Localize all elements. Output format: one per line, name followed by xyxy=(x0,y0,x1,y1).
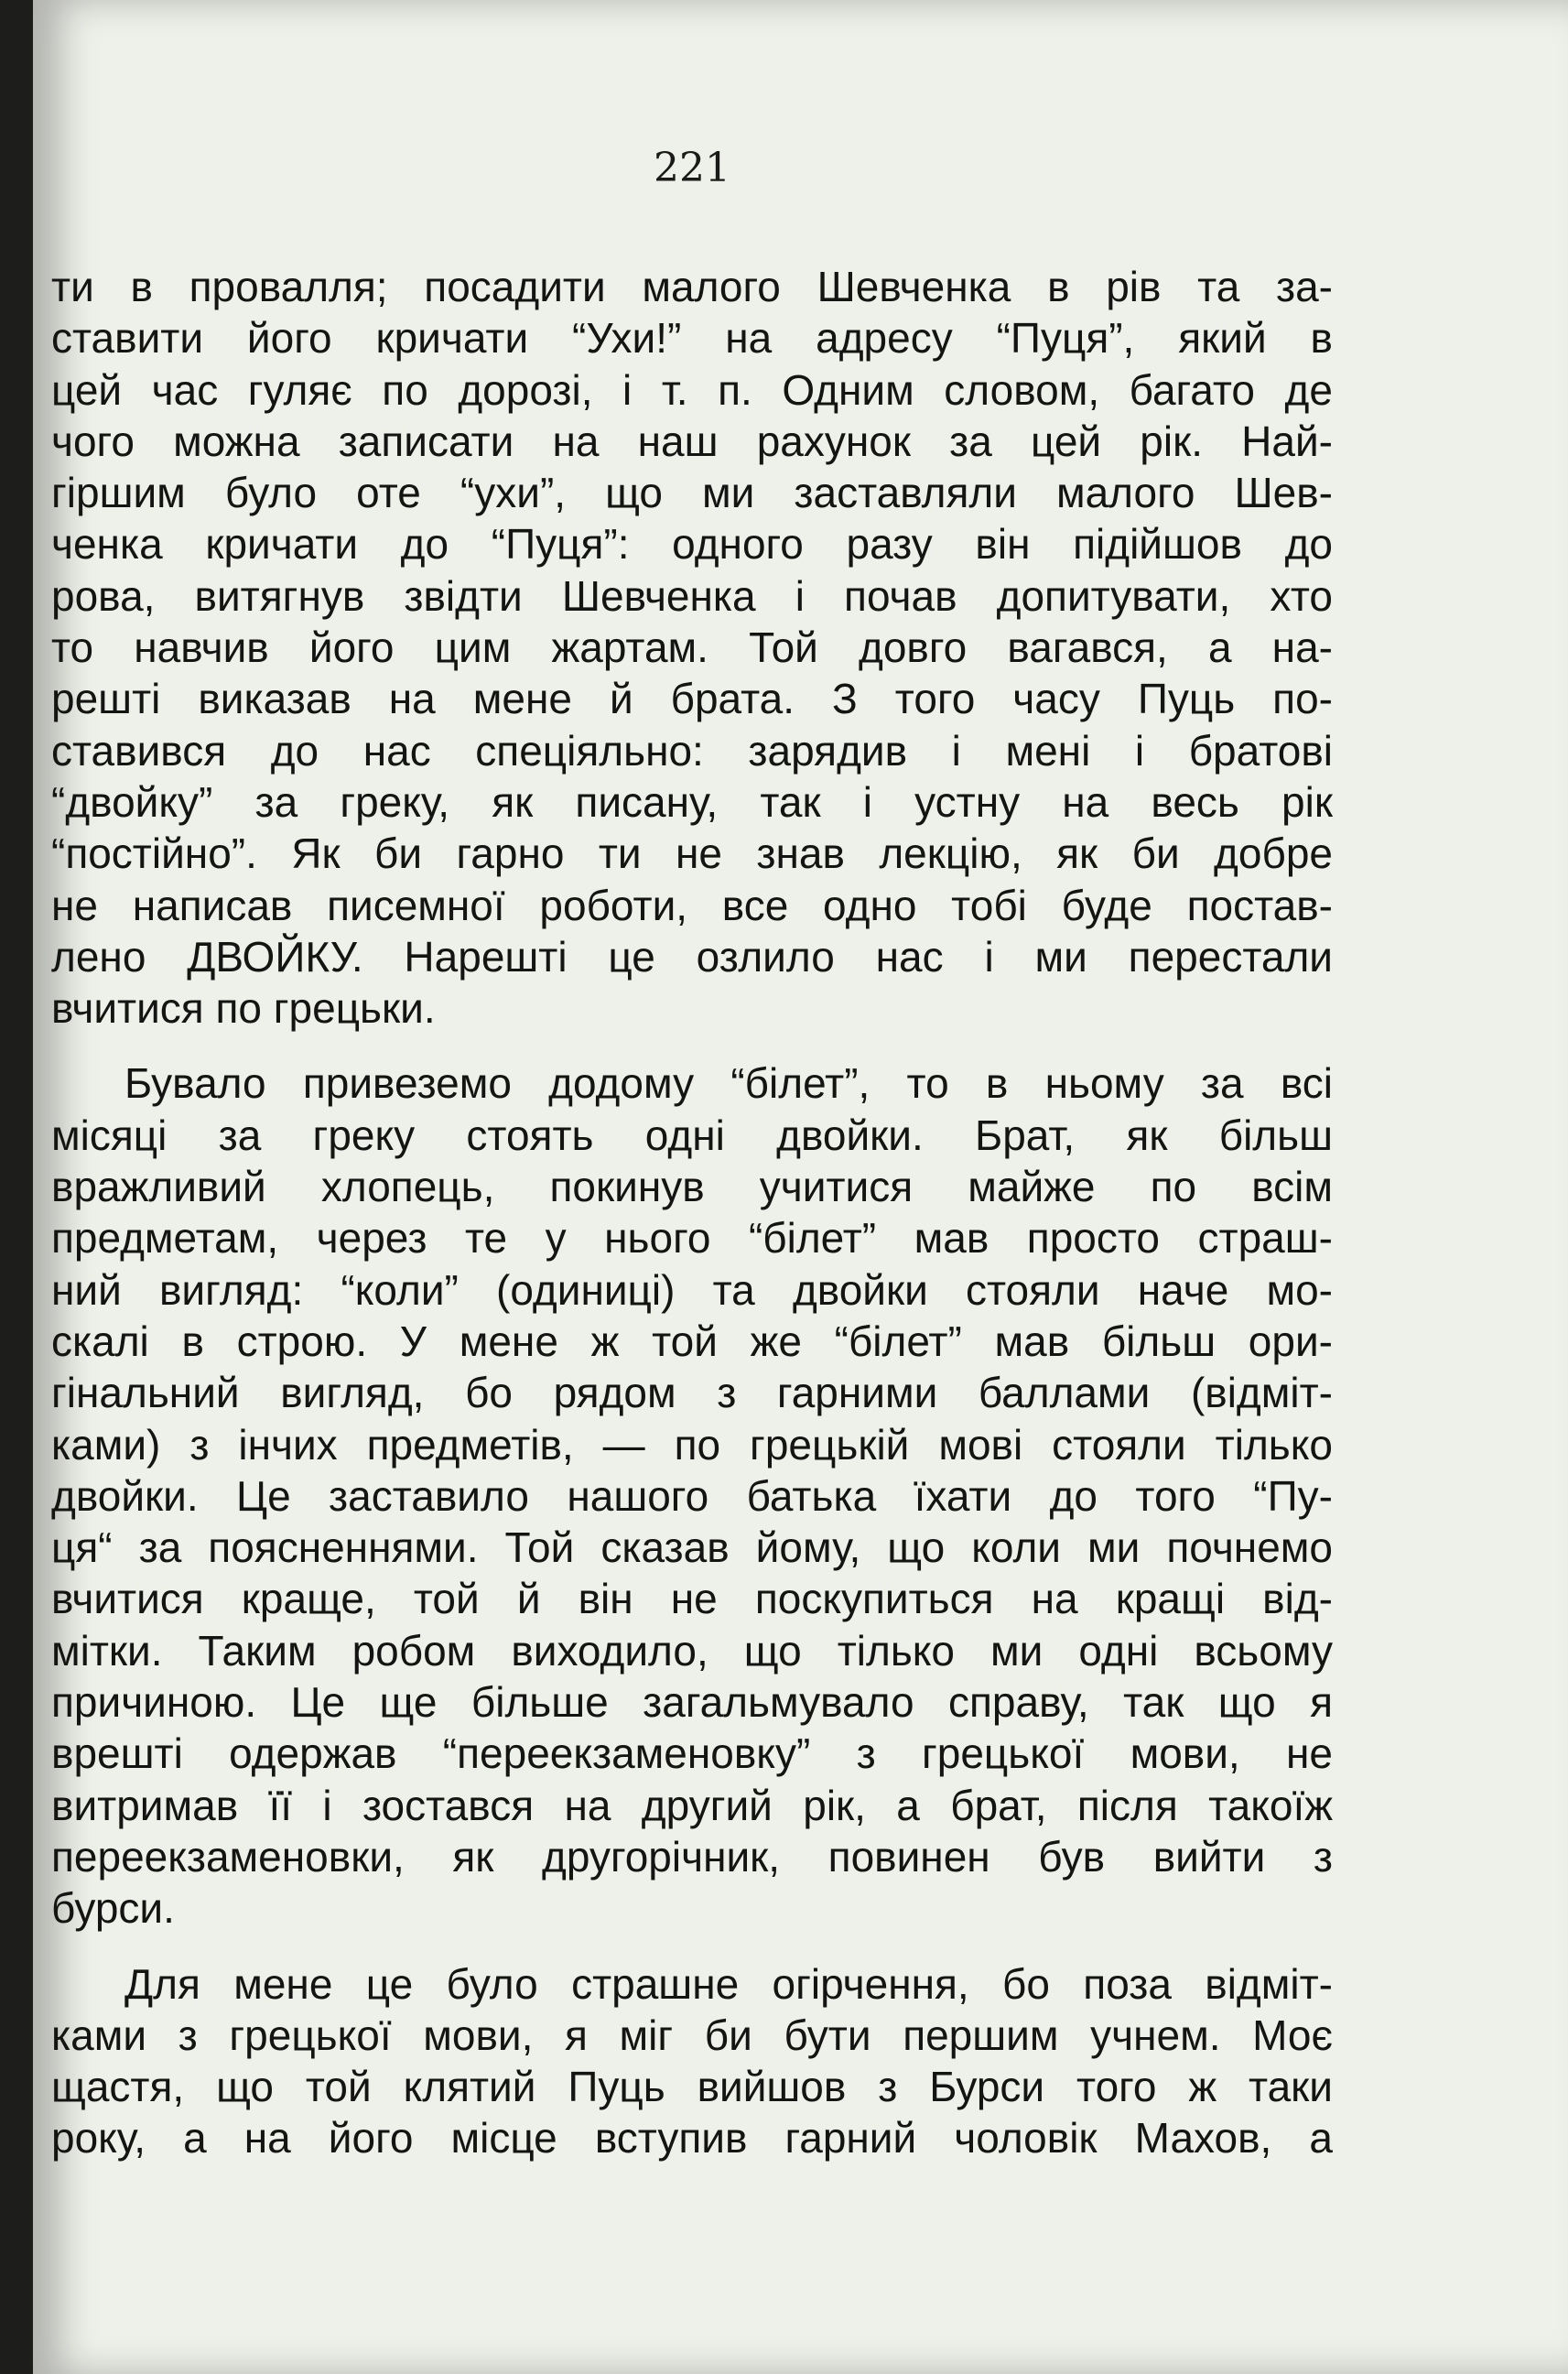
paragraph-gap xyxy=(51,1034,1333,1057)
text-line: то навчив його цим жартам. Той довго вагався, а на- xyxy=(51,623,1333,672)
paragraph-2 xyxy=(51,1057,1333,1934)
text-line: бурси. xyxy=(51,1884,175,1933)
text-line: чого можна записати на наш рахунок за цей рік. Най- xyxy=(51,417,1333,465)
text-line: причиною. Це ще більше загальмувало справу, так що я xyxy=(51,1678,1333,1727)
text-line: ний вигляд: “коли” (одиниці) та двойки стояли наче мо- xyxy=(51,1265,1333,1314)
text-line: Для мене це було страшне огірчення, бо поза відміт- xyxy=(124,1959,1333,2008)
text-line: гіршим було оте “ухи”, що ми заставляли малого Шев- xyxy=(51,469,1333,517)
text-line: скалі в строю. У мене ж той же “білет” мав більш ори- xyxy=(51,1317,1333,1365)
text-line: переекзаменовки, як другорічник, повинен був вийти з xyxy=(51,1832,1333,1881)
text-line: ти в провалля; посадити малого Шевченка в рів та за- xyxy=(51,263,1333,310)
text-line: не написав писемної роботи, все одно тобі буде постав- xyxy=(51,881,1333,929)
text-line: мітки. Таким робом виходило, що тілько ми одні всьому xyxy=(51,1626,1333,1675)
text-line: року, а на його місце вступив гарний чоловік Махов, а xyxy=(51,2114,1333,2163)
text-line: витримав її і зостався на другий рік, а брат, після такоїж xyxy=(51,1781,1333,1829)
text-line: вчитися по грецьки. xyxy=(51,984,436,1033)
text-line: ками з грецької мови, я міг би бути першим учнем. Моє xyxy=(51,2011,1333,2059)
body-text xyxy=(51,261,1333,2164)
text-line: гінальний вигляд, бо рядом з гарними баллами (відміт- xyxy=(51,1369,1333,1417)
book-page xyxy=(33,0,1568,2374)
text-line: Бувало привеземо додому “білет”, то в ньому за всі xyxy=(124,1059,1333,1108)
page-number: 221 xyxy=(654,145,730,191)
text-line: щастя, що той клятий Пуць вийшов з Бурси того ж таки xyxy=(51,2063,1333,2111)
text-line: решті виказав на мене й брата. З того часу Пуць по- xyxy=(51,675,1333,723)
text-line: вчитися краще, той й він не поскупиться на кращі від- xyxy=(51,1575,1333,1623)
text-line: ставити його кричати “Ухи!” на адресу “Пуця”, який в xyxy=(51,314,1333,363)
text-line: цей час гуляє по дорозі, і т. п. Одним словом, багато де xyxy=(51,365,1333,414)
text-line: рова, витягнув звідти Шевченка і почав допитувати, хто xyxy=(51,571,1333,620)
text-line: ставився до нас спеціяльно: зарядив і мені і братові xyxy=(51,726,1333,775)
text-line: “постійно”. Як би гарно ти не знав лекцію, як би добре xyxy=(51,829,1333,878)
paragraph-1 xyxy=(51,261,1333,1034)
text-line: предметам, через те у нього “білет” мав просто страш- xyxy=(51,1214,1333,1263)
paragraph-gap xyxy=(51,1935,1333,1958)
text-line: ченка кричати до “Пуця”: одного разу він підійшов до xyxy=(51,520,1333,569)
text-line: “двойку” за греку, як писану, так і устну на весь рік xyxy=(51,777,1333,826)
paragraph-3 xyxy=(51,1958,1333,2164)
text-line: лено ДВОЙКУ. Нарешті це озлило нас і ми перестали xyxy=(51,932,1333,981)
text-line: ками) з інчих предметів, — по грецькій мові стояли тілько xyxy=(51,1420,1333,1469)
text-line: врешті одержав “переекзаменовку” з грецької мови, не xyxy=(51,1729,1333,1778)
text-line: місяці за греку стоять одні двойки. Брат, як більш xyxy=(51,1111,1333,1159)
text-line: вражливий хлопець, покинув учитися майже по всім xyxy=(51,1163,1333,1211)
text-line: ця“ за поясненнями. Той сказав йому, що коли ми почнемо xyxy=(51,1523,1333,1572)
text-line: двойки. Це заставило нашого батька їхати до того “Пу- xyxy=(51,1471,1333,1520)
